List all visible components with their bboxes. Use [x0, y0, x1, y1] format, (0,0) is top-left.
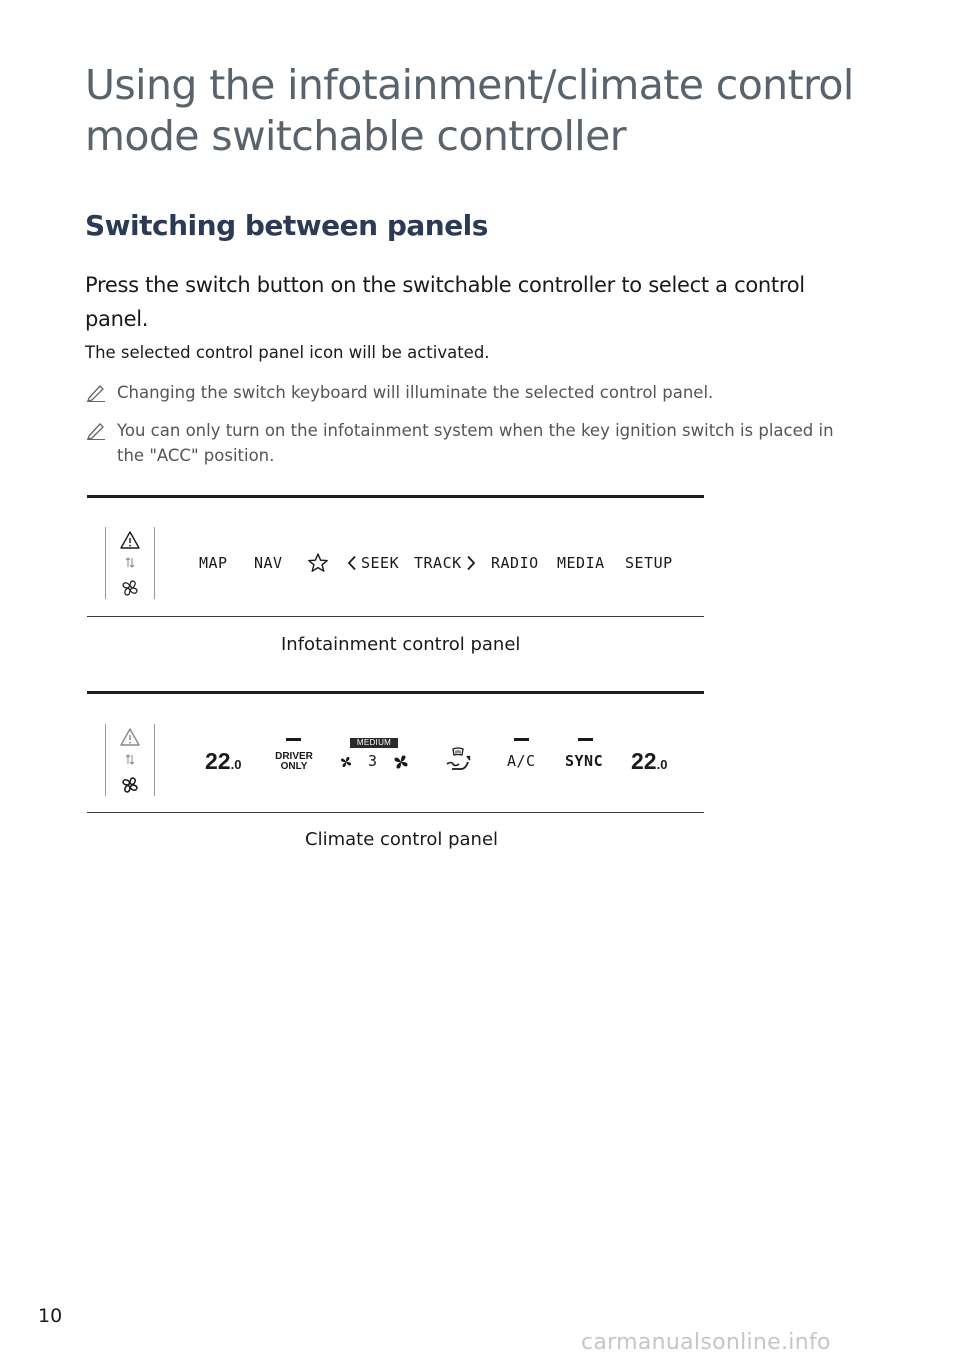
fan-icon	[123, 778, 137, 792]
section-heading: Switching between panels	[85, 209, 488, 242]
temp-right-value: 22	[631, 748, 657, 774]
fan-large-icon[interactable]	[391, 752, 411, 772]
temp-right-decimal: .0	[656, 757, 668, 772]
fan-speed: 3	[368, 752, 378, 770]
infotainment-panel-caption: Infotainment control panel	[281, 634, 521, 655]
setup-button[interactable]: SETUP	[625, 554, 673, 572]
nav-button[interactable]: NAV	[254, 554, 283, 572]
page-title-line-2: mode switchable controller	[85, 112, 626, 160]
track-button[interactable]: TRACK	[414, 554, 462, 572]
infotainment-panel-left-bar	[105, 527, 106, 599]
ac-indicator	[514, 738, 529, 741]
switch-arrows-icon	[126, 755, 134, 764]
temp-left	[205, 748, 241, 775]
note-1	[85, 380, 865, 405]
climate-mode-icons	[108, 724, 152, 796]
driver-only-indicator	[286, 738, 301, 741]
sync-button[interactable]: SYNC	[565, 752, 604, 770]
note-2-text: You can only turn on the infotainment system when the key ignition switch is placed in the "ACC" position.	[117, 421, 834, 465]
climate-panel-top-border	[87, 691, 704, 694]
note-pen-icon	[85, 420, 107, 440]
switch-arrows-icon	[126, 558, 134, 567]
fan-small-icon[interactable]	[338, 754, 354, 770]
note-1-text: Changing the switch keyboard will illuminate the selected control panel.	[117, 383, 714, 402]
fan-icon	[123, 581, 137, 595]
climate-panel-right-bar	[154, 724, 155, 796]
note-pen-icon	[85, 382, 107, 402]
infotainment-panel-bottom-border	[87, 616, 704, 617]
map-button[interactable]: MAP	[199, 554, 228, 572]
radio-button[interactable]: RADIO	[491, 554, 539, 572]
fan-mode-badge: MEDIUM	[350, 738, 398, 748]
star-icon[interactable]	[306, 552, 330, 574]
climate-panel-left-bar	[105, 724, 106, 796]
infotainment-panel-right-bar	[154, 527, 155, 599]
page-title	[85, 60, 905, 162]
sub-paragraph: The selected control panel icon will be activated.	[85, 343, 490, 362]
sync-indicator	[578, 738, 593, 741]
temp-left-decimal: .0	[230, 757, 242, 772]
infotainment-mode-icons	[108, 527, 152, 599]
note-2	[85, 418, 865, 468]
media-button[interactable]: MEDIA	[557, 554, 605, 572]
chevron-right-icon[interactable]	[466, 555, 476, 571]
temp-left-value: 22	[205, 748, 231, 774]
defrost-icon[interactable]	[444, 746, 474, 774]
warning-triangle-icon	[121, 729, 139, 745]
seek-button[interactable]: SEEK	[361, 554, 400, 572]
driver-only-line-1: DRIVER	[275, 751, 313, 762]
temp-right	[631, 748, 667, 775]
driver-only-line-2: ONLY	[280, 761, 308, 772]
intro-paragraph: Press the switch button on the switchable controller to select a control panel.	[85, 273, 805, 331]
page-title-line-1: Using the infotainment/climate control	[85, 61, 854, 109]
chevron-left-icon[interactable]	[347, 555, 357, 571]
climate-panel-bottom-border	[87, 812, 704, 813]
ac-button[interactable]: A/C	[507, 752, 536, 770]
infotainment-panel-top-border	[87, 495, 704, 498]
page-number: 10	[38, 1305, 63, 1327]
warning-triangle-icon	[121, 532, 139, 548]
driver-only-button[interactable]	[270, 752, 318, 772]
climate-panel-caption: Climate control panel	[305, 829, 499, 850]
watermark: carmanualsonline.info	[581, 1330, 831, 1355]
